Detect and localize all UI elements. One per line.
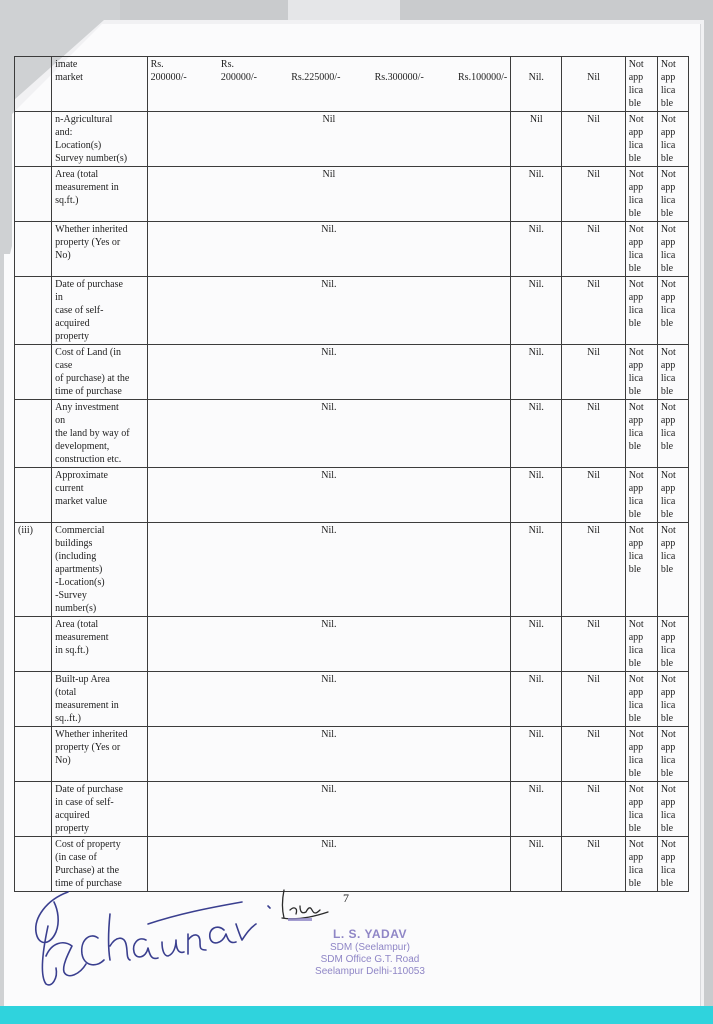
nil-cell-2: Nil <box>562 523 625 617</box>
row-value: Nil. <box>147 400 511 468</box>
not-applicable-cell-2: Not app lica ble <box>657 222 688 277</box>
not-applicable-cell-2: Not app lica ble <box>657 727 688 782</box>
nil-cell-1: Nil. <box>511 167 562 222</box>
not-applicable-cell-2: Not app lica ble <box>657 167 688 222</box>
nil-cell-1: Nil. <box>511 345 562 400</box>
row-description: Built-up Area (total measurement in sq..ft.) <box>52 672 147 727</box>
not-applicable-cell-1: Not app lica ble <box>625 222 657 277</box>
page-number: 7 <box>343 891 349 905</box>
not-applicable-cell-2: Not app lica ble <box>657 782 688 837</box>
row-index <box>15 277 52 345</box>
not-applicable-cell-1: Not app lica ble <box>625 57 657 112</box>
market-values-cell <box>147 57 511 112</box>
not-applicable-cell-2: Not app lica ble <box>657 277 688 345</box>
not-applicable-cell-1: Not app lica ble <box>625 277 657 345</box>
market-value-3: Rs.225000/- <box>291 72 341 83</box>
market-value-2: Rs. 200000/- <box>220 59 258 83</box>
row-index: (iii) <box>15 523 52 617</box>
row-description: Area (total measurement in sq.ft.) <box>52 617 147 672</box>
not-applicable-cell-2: Not app lica ble <box>657 57 688 112</box>
not-applicable-cell-1: Not app lica ble <box>625 400 657 468</box>
row-value: Nil. <box>147 782 511 837</box>
not-applicable-cell-1: Not app lica ble <box>625 617 657 672</box>
not-applicable-cell-1: Not app lica ble <box>625 112 657 167</box>
not-applicable-cell-1: Not app lica ble <box>625 167 657 222</box>
nil-cell-2: Nil <box>562 112 625 167</box>
table-row <box>15 617 689 672</box>
row-value: Nil. <box>147 222 511 277</box>
nil-cell-2: Nil <box>562 277 625 345</box>
nil-cell-1: Nil. <box>511 617 562 672</box>
row-value: Nil. <box>147 277 511 345</box>
row-value: Nil. <box>147 727 511 782</box>
not-applicable-cell-1: Not app lica ble <box>625 672 657 727</box>
table-row <box>15 400 689 468</box>
row-index <box>15 222 52 277</box>
table-row <box>15 672 689 727</box>
not-applicable-cell-2: Not app lica ble <box>657 523 688 617</box>
table-row <box>15 727 689 782</box>
table-row <box>15 167 689 222</box>
row-index <box>15 167 52 222</box>
row-index <box>15 837 52 892</box>
row-description: Whether inherited property (Yes or No) <box>52 727 147 782</box>
row-value: Nil. <box>147 617 511 672</box>
nil-cell-2: Nil <box>562 222 625 277</box>
row-index <box>15 468 52 523</box>
row-description: Any investment on the land by way of development, construction etc. <box>52 400 147 468</box>
scanner-bottom-band <box>0 1006 713 1024</box>
row-description: Area (total measurement in sq.ft.) <box>52 167 147 222</box>
table-row <box>15 222 689 277</box>
table-row <box>15 523 689 617</box>
row-description: Date of purchase in case of self- acquired property <box>52 277 147 345</box>
table-row <box>15 837 689 892</box>
row-value: Nil. <box>147 523 511 617</box>
row-description: Commercial buildings (including apartments) -Location(s) -Survey number(s) <box>52 523 147 617</box>
nil-cell-1: Nil. <box>511 57 562 112</box>
not-applicable-cell-2: Not app lica ble <box>657 345 688 400</box>
table-row <box>15 277 689 345</box>
nil-cell-2: Nil <box>562 782 625 837</box>
not-applicable-cell-1: Not app lica ble <box>625 727 657 782</box>
table-row-market-value <box>15 57 689 112</box>
row-description: Approximate current market value <box>52 468 147 523</box>
row-description: Whether inherited property (Yes or No) <box>52 222 147 277</box>
market-value-4: Rs.300000/- <box>374 72 424 83</box>
row-description: Cost of Land (in case of purchase) at the time of purchase <box>52 345 147 400</box>
stamp-designation: SDM (Seelampur) <box>329 942 411 953</box>
nil-cell-1: Nil. <box>511 523 562 617</box>
market-value-1: Rs. 200000/- <box>150 59 187 83</box>
nil-cell-1: Nil. <box>511 468 562 523</box>
not-applicable-cell-2: Not app lica ble <box>657 468 688 523</box>
nil-cell-1: Nil. <box>511 400 562 468</box>
row-description: Cost of property (in case of Purchase) at the time of purchase <box>52 837 147 892</box>
row-description: imate market <box>52 57 147 112</box>
nil-cell-1: Nil. <box>511 277 562 345</box>
not-applicable-cell-2: Not app lica ble <box>657 837 688 892</box>
nil-cell-1: Nil. <box>511 222 562 277</box>
row-index <box>15 727 52 782</box>
table-row <box>15 112 689 167</box>
market-value-5: Rs.100000/- <box>458 72 508 83</box>
stamp-office: SDM Office G.T. Road <box>320 954 420 965</box>
official-stamp <box>290 928 450 978</box>
not-applicable-cell-1: Not app lica ble <box>625 782 657 837</box>
not-applicable-cell-1: Not app lica ble <box>625 837 657 892</box>
nil-cell-2: Nil <box>562 400 625 468</box>
nil-cell-2: Nil <box>562 57 625 112</box>
nil-cell-1: Nil. <box>511 672 562 727</box>
stamp-address: Seelampur Delhi-110053 <box>315 966 425 977</box>
nil-cell-1: Nil. <box>511 782 562 837</box>
nil-cell-2: Nil <box>562 468 625 523</box>
not-applicable-cell-1: Not app lica ble <box>625 523 657 617</box>
not-applicable-cell-2: Not app lica ble <box>657 400 688 468</box>
row-index <box>15 617 52 672</box>
nil-cell-2: Nil <box>562 167 625 222</box>
table-row <box>15 468 689 523</box>
row-index <box>15 112 52 167</box>
nil-cell-2: Nil <box>562 672 625 727</box>
nil-cell-2: Nil <box>562 837 625 892</box>
row-index <box>15 345 52 400</box>
asset-declaration-table <box>14 56 689 892</box>
not-applicable-cell-1: Not app lica ble <box>625 345 657 400</box>
row-value: Nil <box>147 167 511 222</box>
row-description: n-Agricultural and: Location(s) Survey number(s) <box>52 112 147 167</box>
not-applicable-cell-2: Not app lica ble <box>657 672 688 727</box>
table-row <box>15 782 689 837</box>
row-index <box>15 57 52 112</box>
nil-cell-2: Nil <box>562 345 625 400</box>
row-index <box>15 782 52 837</box>
not-applicable-cell-2: Not app lica ble <box>657 617 688 672</box>
nil-cell-2: Nil <box>562 617 625 672</box>
row-index <box>15 672 52 727</box>
nil-cell-1: Nil. <box>511 727 562 782</box>
not-applicable-cell-2: Not app lica ble <box>657 112 688 167</box>
row-value: Nil. <box>147 345 511 400</box>
stamp-name: L. S. YADAV <box>333 927 407 941</box>
table-row <box>15 345 689 400</box>
not-applicable-cell-1: Not app lica ble <box>625 468 657 523</box>
nil-cell-2: Nil <box>562 727 625 782</box>
row-value: Nil. <box>147 837 511 892</box>
row-index <box>15 400 52 468</box>
row-value: Nil <box>147 112 511 167</box>
nil-cell-1: Nil. <box>511 837 562 892</box>
nil-cell-1: Nil <box>511 112 562 167</box>
row-value: Nil. <box>147 672 511 727</box>
row-value: Nil. <box>147 468 511 523</box>
row-description: Date of purchase in case of self- acquired property <box>52 782 147 837</box>
